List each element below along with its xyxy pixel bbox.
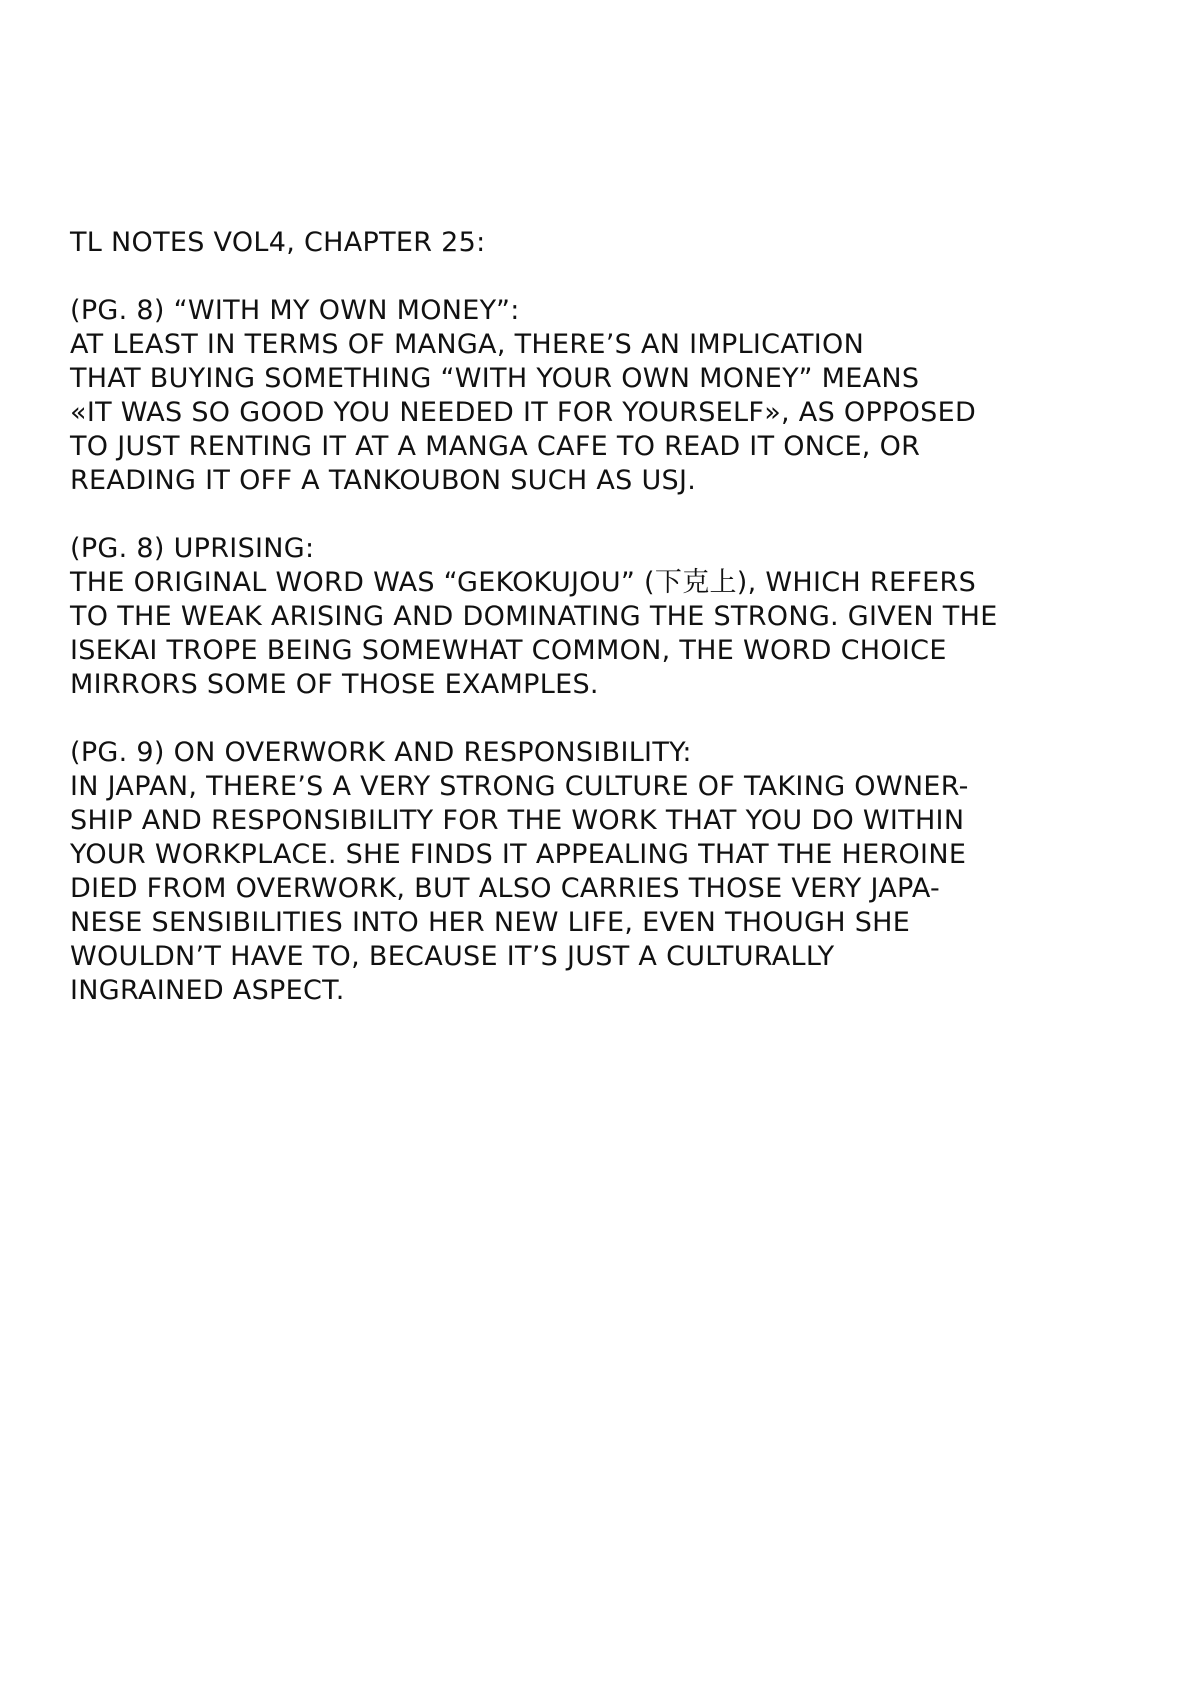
note-line: YOUR WORKPLACE. SHE FINDS IT APPEALING THAT THE HEROINE <box>70 839 967 870</box>
note-line: THE ORIGINAL WORD WAS “GEKOKUJOU” (下克上), WHICH REFERS <box>70 567 977 598</box>
note-line: IN JAPAN, THERE’S A VERY STRONG CULTURE OF TAKING OWNER- <box>70 771 969 802</box>
note-heading: (PG. 8) UPRISING: <box>70 533 315 564</box>
note-line: «IT WAS SO GOOD YOU NEEDED IT FOR YOURSELF», AS OPPOSED <box>70 397 977 428</box>
translation-notes <box>70 226 1130 1042</box>
note-line: TO JUST RENTING IT AT A MANGA CAFE TO READ IT ONCE, OR <box>70 431 921 462</box>
note-uprising <box>70 532 1130 702</box>
note-heading: (PG. 9) ON OVERWORK AND RESPONSIBILITY: <box>70 737 692 768</box>
note-overwork-responsibility <box>70 736 1130 1008</box>
note-line: THAT BUYING SOMETHING “WITH YOUR OWN MONEY” MEANS <box>70 363 920 394</box>
note-line: INGRAINED ASPECT. <box>70 975 345 1006</box>
page-title: TL NOTES VOL4, CHAPTER 25: <box>70 227 486 258</box>
note-heading: (PG. 8) “WITH MY OWN MONEY”: <box>70 295 520 326</box>
note-line: ISEKAI TROPE BEING SOMEWHAT COMMON, THE WORD CHOICE <box>70 635 947 666</box>
note-line: DIED FROM OVERWORK, BUT ALSO CARRIES THOSE VERY JAPA- <box>70 873 941 904</box>
note-line: NESE SENSIBILITIES INTO HER NEW LIFE, EVEN THOUGH SHE <box>70 907 911 938</box>
note-line: READING IT OFF A TANKOUBON SUCH AS USJ. <box>70 465 697 496</box>
note-line: AT LEAST IN TERMS OF MANGA, THERE’S AN IMPLICATION <box>70 329 865 360</box>
note-with-my-own-money <box>70 294 1130 498</box>
note-line: SHIP AND RESPONSIBILITY FOR THE WORK THAT YOU DO WITHIN <box>70 805 965 836</box>
note-line: MIRRORS SOME OF THOSE EXAMPLES. <box>70 669 599 700</box>
note-line: TO THE WEAK ARISING AND DOMINATING THE STRONG. GIVEN THE <box>70 601 998 632</box>
note-line: WOULDN’T HAVE TO, BECAUSE IT’S JUST A CULTURALLY <box>70 941 835 972</box>
